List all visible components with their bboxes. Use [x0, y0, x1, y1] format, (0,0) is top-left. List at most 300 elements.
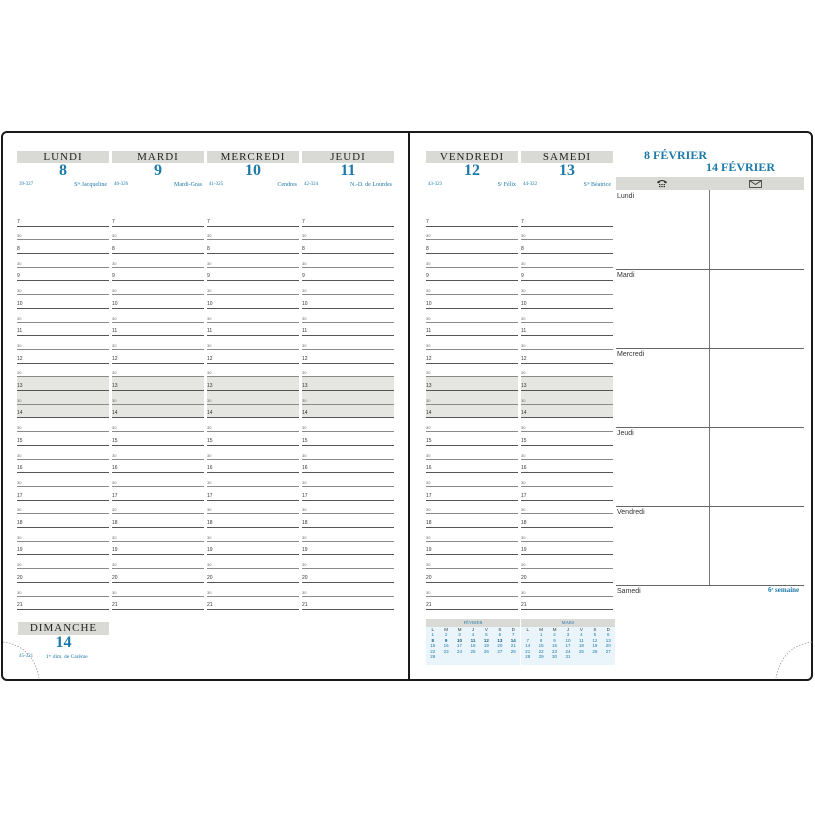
hour-label: 17: [521, 492, 527, 499]
day-date: 11: [340, 162, 356, 179]
hour-row: [426, 569, 518, 583]
hour-column: [207, 213, 299, 610]
hour-row: [207, 295, 299, 309]
hour-row: [426, 432, 518, 446]
day-header: LUNDI: [17, 151, 109, 163]
half-hour-row: [426, 446, 518, 460]
hour-row: [112, 295, 204, 309]
hour-label: 19: [426, 547, 432, 554]
hour-row: [17, 323, 109, 337]
hour-row: [207, 487, 299, 501]
hour-row: [17, 377, 109, 391]
hour-row: [112, 487, 204, 501]
calendar-day: 31: [565, 654, 571, 660]
calendar-day: 12: [592, 637, 598, 643]
half-hour-row: [17, 419, 109, 433]
hour-label: 30: [302, 534, 307, 540]
hour-label: 15: [521, 437, 527, 444]
hour-label: 30: [521, 233, 526, 239]
calendar-day: 5: [593, 632, 597, 638]
weekday-initial: V: [484, 627, 488, 632]
half-hour-row: [302, 227, 394, 241]
calendar-day: 25: [470, 648, 476, 654]
hour-label: 14: [207, 410, 213, 417]
week-end-title: 14 FÉVRIER: [706, 160, 776, 174]
day-code: 44-322: [523, 182, 538, 187]
hour-label: 30: [207, 425, 212, 431]
half-hour-row: [521, 282, 613, 296]
hour-label: 30: [17, 562, 22, 568]
hour-row: [302, 240, 394, 254]
half-hour-row: [17, 446, 109, 460]
hour-label: 18: [207, 520, 213, 527]
half-hour-row: [112, 254, 204, 268]
hour-label: 30: [207, 288, 212, 294]
hour-label: 30: [521, 260, 526, 266]
hour-label: 16: [426, 465, 432, 472]
hour-label: 11: [112, 328, 118, 335]
hour-label: 13: [426, 383, 432, 390]
mini-calendar-title: FÉVRIER: [426, 619, 520, 627]
hour-label: 19: [207, 547, 213, 554]
hour-row: [17, 542, 109, 556]
right-corner-curve: [772, 640, 812, 680]
hour-label: 30: [17, 342, 22, 348]
hour-row: [521, 350, 613, 364]
hour-label: 11: [207, 328, 213, 335]
calendar-day: [480, 654, 493, 659]
calendar-day: 8: [539, 637, 543, 643]
hour-label: 9: [207, 273, 210, 280]
calendar-day: 23: [552, 648, 558, 654]
hour-label: 16: [302, 465, 308, 472]
half-hour-row: [17, 528, 109, 542]
half-hour-row: [207, 446, 299, 460]
hour-label: 18: [112, 520, 118, 527]
hour-label: 30: [112, 233, 117, 239]
left-corner-curve: [3, 640, 43, 680]
hour-label: 30: [112, 507, 117, 513]
hour-label: 30: [426, 534, 431, 540]
hour-row: [17, 405, 109, 419]
hour-label: 30: [426, 342, 431, 348]
hour-label: 30: [426, 370, 431, 376]
hour-row: [17, 460, 109, 474]
hour-row: [112, 350, 204, 364]
hour-label: 9: [302, 273, 305, 280]
hour-label: 12: [426, 355, 432, 362]
half-hour-row: [17, 309, 109, 323]
hour-label: 19: [17, 547, 23, 554]
half-hour-row: [521, 309, 613, 323]
hour-label: 30: [302, 452, 307, 458]
half-hour-row: [426, 528, 518, 542]
hour-label: 17: [17, 492, 23, 499]
hour-label: 20: [521, 574, 527, 581]
half-hour-row: [426, 309, 518, 323]
hour-label: 20: [302, 574, 308, 581]
calendar-day: [507, 654, 520, 659]
hour-label: 7: [426, 218, 429, 225]
notes-divider: [616, 348, 804, 349]
calendar-day: 5: [485, 632, 488, 638]
calendar-day: 21: [510, 643, 516, 649]
hour-row: [521, 268, 613, 282]
hour-label: 30: [302, 589, 307, 595]
week-number: 6ᵉ semaine: [768, 586, 800, 594]
day-header: JEUDI: [302, 151, 394, 163]
hour-row: [302, 213, 394, 227]
weekday-initial: S: [498, 627, 502, 632]
half-hour-row: [426, 583, 518, 597]
hour-label: 11: [426, 328, 432, 335]
hour-label: 30: [302, 507, 307, 513]
hour-row: [207, 323, 299, 337]
day-date: 9: [154, 162, 162, 179]
hour-label: 30: [426, 562, 431, 568]
hour-label: 30: [426, 479, 431, 485]
hour-label: 30: [302, 397, 307, 403]
hour-label: 30: [521, 589, 526, 595]
half-hour-row: [521, 227, 613, 241]
hour-label: 8: [521, 246, 524, 253]
hour-label: 20: [426, 574, 432, 581]
half-hour-row: [521, 583, 613, 597]
half-hour-row: [302, 336, 394, 350]
calendar-day: 1: [539, 632, 543, 638]
hour-label: 20: [207, 574, 213, 581]
hour-label: 9: [521, 273, 524, 280]
calendar-day: 8: [431, 637, 434, 643]
hour-label: 12: [302, 355, 308, 362]
hour-row: [521, 569, 613, 583]
hour-row: [112, 569, 204, 583]
weekday-initial: V: [579, 627, 583, 632]
hour-label: 13: [112, 383, 118, 390]
weekday-initial: J: [566, 627, 570, 632]
half-hour-row: [426, 227, 518, 241]
calendar-day: 19: [483, 643, 489, 649]
half-hour-row: [302, 254, 394, 268]
mini-calendar-grid: [426, 627, 520, 659]
half-hour-row: [207, 282, 299, 296]
hour-label: 30: [426, 397, 431, 403]
hour-label: 12: [521, 355, 527, 362]
half-hour-row: [302, 528, 394, 542]
hour-row: [302, 569, 394, 583]
hour-row: [521, 542, 613, 556]
notes-divider: [616, 269, 804, 270]
hour-label: 30: [207, 479, 212, 485]
hour-label: 13: [207, 383, 213, 390]
hour-label: 30: [17, 425, 22, 431]
day-meta: [428, 182, 516, 189]
hour-label: 12: [17, 355, 23, 362]
hour-label: 30: [302, 260, 307, 266]
hour-label: 18: [302, 520, 308, 527]
half-hour-row: [112, 528, 204, 542]
half-hour-row: [521, 391, 613, 405]
hour-label: 8: [302, 246, 305, 253]
calendar-day: [602, 654, 615, 659]
hour-label: 18: [426, 520, 432, 527]
half-hour-row: [302, 391, 394, 405]
hour-label: 15: [17, 437, 23, 444]
hour-row: [521, 432, 613, 446]
hour-label: 11: [521, 328, 527, 335]
hour-row: [426, 350, 518, 364]
half-hour-row: [112, 419, 204, 433]
hour-label: 15: [426, 437, 432, 444]
hour-label: 30: [426, 233, 431, 239]
calendar-day: 17: [457, 643, 463, 649]
hour-label: 30: [207, 342, 212, 348]
mini-calendar: [521, 619, 615, 665]
hour-label: 30: [426, 288, 431, 294]
hour-label: 19: [302, 547, 308, 554]
hour-row: [426, 213, 518, 227]
hour-row: [521, 597, 613, 611]
half-hour-row: [521, 528, 613, 542]
half-hour-row: [17, 501, 109, 515]
half-hour-row: [112, 336, 204, 350]
hour-label: 12: [112, 355, 118, 362]
hour-label: 30: [426, 507, 431, 513]
hour-row: [521, 323, 613, 337]
half-hour-row: [17, 473, 109, 487]
day-saint: Cendres: [277, 182, 297, 188]
half-hour-row: [207, 419, 299, 433]
half-hour-row: [112, 364, 204, 378]
hour-label: 8: [17, 246, 20, 253]
calendar-day: 28: [510, 648, 516, 654]
hour-label: 7: [112, 218, 115, 225]
hour-label: 30: [302, 233, 307, 239]
hour-label: 30: [17, 479, 22, 485]
hour-row: [302, 377, 394, 391]
hour-label: 21: [207, 602, 213, 609]
hour-row: [17, 487, 109, 501]
calendar-day: 24: [457, 648, 463, 654]
half-hour-row: [302, 556, 394, 570]
hour-column: [17, 213, 109, 610]
half-hour-row: [112, 446, 204, 460]
hour-label: 21: [112, 602, 118, 609]
calendar-day: 4: [580, 632, 583, 638]
weekday-initial: J: [471, 627, 475, 632]
hour-label: 30: [207, 397, 212, 403]
hour-label: 16: [207, 465, 213, 472]
half-hour-row: [521, 556, 613, 570]
hour-label: 11: [302, 328, 308, 335]
envelope-icon: [749, 180, 762, 188]
weekday-initial: D: [606, 627, 610, 632]
calendar-day: [453, 654, 466, 659]
half-hour-row: [521, 473, 613, 487]
hour-label: 30: [112, 562, 117, 568]
hour-label: 14: [17, 410, 23, 417]
calendar-day: 7: [526, 637, 529, 643]
half-hour-row: [302, 419, 394, 433]
half-hour-row: [112, 282, 204, 296]
hour-row: [17, 514, 109, 528]
hour-row: [207, 597, 299, 611]
hour-row: [426, 268, 518, 282]
hour-label: 30: [302, 425, 307, 431]
hour-label: 16: [521, 465, 527, 472]
hour-row: [207, 405, 299, 419]
calendar-day: 29: [538, 654, 544, 660]
hour-row: [17, 569, 109, 583]
hour-label: 17: [302, 492, 308, 499]
half-hour-row: [17, 227, 109, 241]
hour-row: [426, 323, 518, 337]
day-code: 43-323: [428, 182, 443, 187]
calendar-day: 6: [607, 632, 610, 638]
hour-row: [207, 377, 299, 391]
hour-label: 30: [426, 260, 431, 266]
weekday-initial: S: [593, 627, 597, 632]
hour-label: 30: [17, 288, 22, 294]
hour-label: 30: [521, 370, 526, 376]
hour-row: [521, 295, 613, 309]
calendar-day: 7: [512, 632, 515, 638]
hour-row: [17, 350, 109, 364]
half-hour-row: [302, 446, 394, 460]
hour-column: [521, 213, 613, 610]
hour-label: 10: [521, 300, 527, 307]
half-hour-row: [302, 501, 394, 515]
hour-row: [17, 213, 109, 227]
weekday-initial: M: [552, 627, 557, 632]
hour-label: 30: [112, 479, 117, 485]
calendar-day: 4: [471, 632, 475, 638]
calendar-day: 13: [497, 637, 503, 643]
hour-label: 30: [112, 260, 117, 266]
calendar-day: 20: [605, 643, 611, 649]
weekday-initial: L: [526, 627, 529, 632]
hour-label: 7: [521, 218, 524, 225]
half-hour-row: [207, 583, 299, 597]
notes-day-label: Samedi: [617, 588, 641, 595]
half-hour-row: [521, 419, 613, 433]
calendar-day: 17: [565, 643, 571, 649]
half-hour-row: [207, 254, 299, 268]
hour-label: 11: [17, 328, 23, 335]
hour-label: 30: [521, 342, 526, 348]
hour-row: [426, 542, 518, 556]
hour-column: [426, 213, 518, 610]
hour-label: 30: [17, 452, 22, 458]
calendar-day: 11: [579, 637, 584, 643]
hour-label: 30: [521, 534, 526, 540]
day-code: 40-326: [114, 182, 129, 187]
mini-calendar: [426, 619, 520, 665]
hour-row: [426, 295, 518, 309]
hour-row: [521, 405, 613, 419]
calendar-day: [575, 654, 588, 659]
calendar-day: 9: [553, 637, 556, 643]
notes-header: [616, 177, 804, 190]
half-hour-row: [521, 254, 613, 268]
hour-label: 30: [426, 589, 431, 595]
hour-row: [112, 460, 204, 474]
calendar-day: 18: [578, 643, 584, 649]
hour-row: [17, 268, 109, 282]
half-hour-row: [112, 583, 204, 597]
hour-label: 30: [112, 315, 117, 321]
hour-row: [302, 487, 394, 501]
half-hour-row: [426, 473, 518, 487]
calendar-day: 14: [510, 637, 516, 643]
hour-label: 21: [302, 602, 308, 609]
half-hour-row: [112, 556, 204, 570]
day-saint: Mardi-Gras: [174, 182, 202, 188]
half-hour-row: [426, 501, 518, 515]
hour-label: 30: [207, 452, 212, 458]
calendar-day: 13: [605, 637, 611, 643]
day-date: 12: [464, 162, 480, 179]
hour-row: [426, 487, 518, 501]
hour-row: [112, 405, 204, 419]
hour-label: 17: [426, 492, 432, 499]
hour-label: 8: [207, 246, 210, 253]
half-hour-row: [426, 282, 518, 296]
hour-label: 14: [112, 410, 118, 417]
hour-label: 17: [207, 492, 213, 499]
hour-row: [426, 460, 518, 474]
calendar-day: 2: [553, 632, 556, 638]
day-code: 41-325: [209, 182, 224, 187]
half-hour-row: [207, 364, 299, 378]
hour-label: 10: [207, 300, 213, 307]
calendar-day: 3: [458, 632, 461, 638]
hour-label: 8: [426, 246, 429, 253]
hour-column: [302, 213, 394, 610]
hour-row: [17, 432, 109, 446]
calendar-day: 23: [443, 648, 449, 654]
calendar-day: 27: [605, 648, 611, 654]
hour-row: [17, 240, 109, 254]
half-hour-row: [17, 254, 109, 268]
sunday-date: 14: [55, 634, 72, 651]
hour-label: 30: [302, 370, 307, 376]
calendar-day: 15: [430, 643, 436, 649]
calendar-day: 9: [444, 637, 448, 643]
hour-row: [207, 460, 299, 474]
hour-label: 30: [17, 370, 22, 376]
hour-row: [17, 295, 109, 309]
hour-row: [302, 405, 394, 419]
hour-label: 15: [302, 437, 308, 444]
phone-icon: [656, 179, 668, 189]
calendar-day: 19: [592, 643, 598, 649]
weekday-initial: D: [511, 627, 515, 632]
hour-label: 30: [112, 370, 117, 376]
hour-label: 14: [521, 410, 527, 417]
hour-row: [112, 268, 204, 282]
hour-row: [112, 213, 204, 227]
hour-label: 9: [112, 273, 115, 280]
half-hour-row: [112, 309, 204, 323]
hour-row: [302, 542, 394, 556]
half-hour-row: [426, 391, 518, 405]
hour-label: 18: [17, 520, 23, 527]
hour-row: [17, 597, 109, 611]
half-hour-row: [207, 227, 299, 241]
hour-label: 10: [426, 300, 432, 307]
hour-label: 30: [521, 425, 526, 431]
